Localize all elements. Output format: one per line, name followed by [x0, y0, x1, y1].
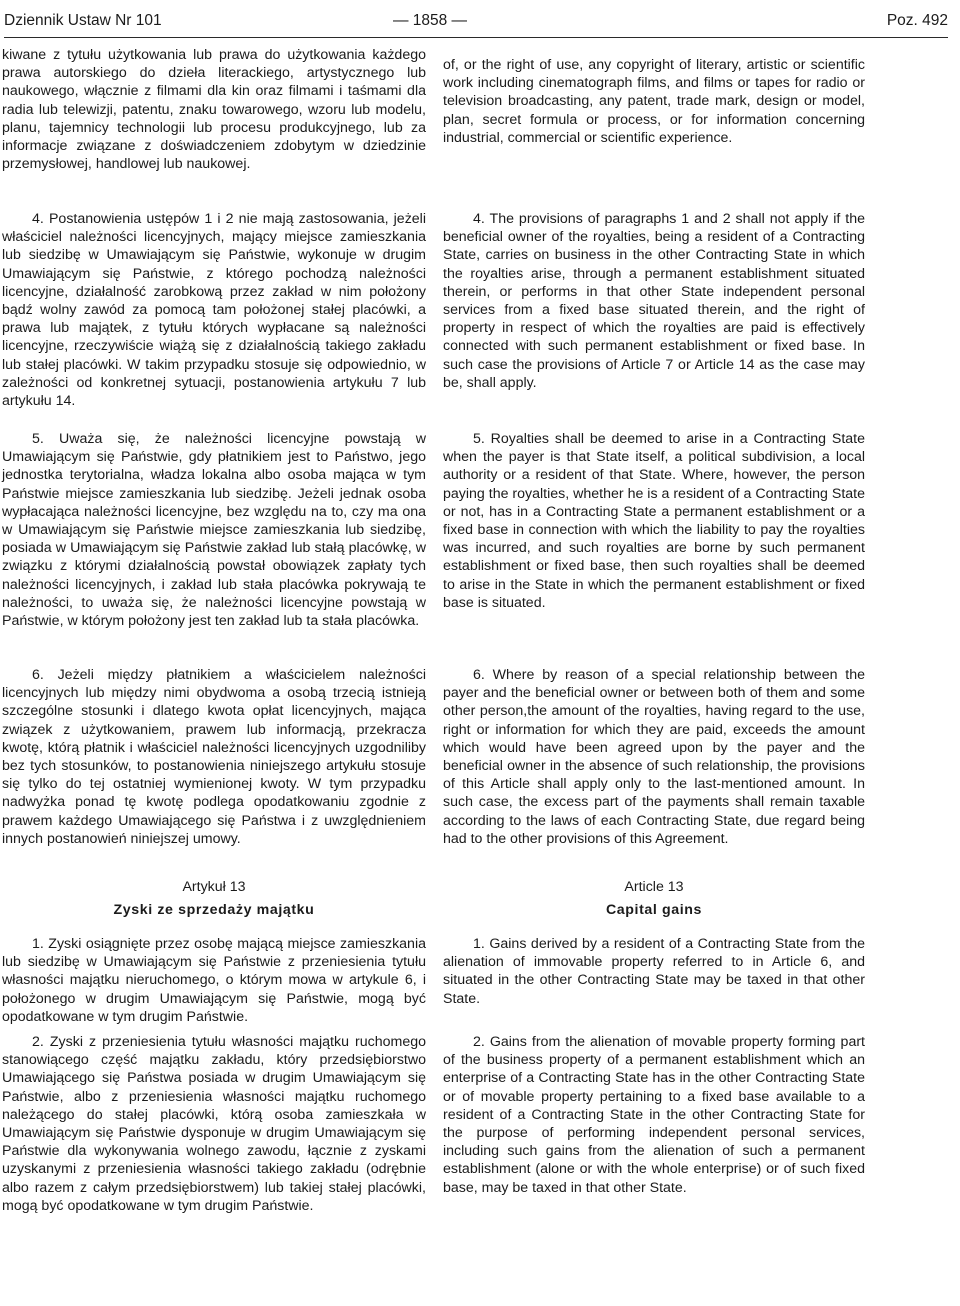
polish-article-paragraph-2: 2. Zyski z przeniesienia tytułu własności majątku ruchomego stanowiącego część majątku zakładu, który przedsiębiorstwo Umawiającego się Państwa posiada w drugim Umawiającym się Państwie, albo z przeniesienia własności majątku ruchomego należącego do stałej placówki, którą osoba zamieszkała w Umawiającym się Państwie dysponuje w drugim Umawiającym się Państwie dla wykonywania wolnego zawodu, łącznie z zyskami uzyskanymi z przeniesienia własności takiego zakładu (odrębnie albo razem z całym przedsiębiorstwem) lub takiej stałej placówki, mogą być opodatkowane w tym drugim Państwie. [2, 1034, 426, 1214]
journal-title: Dziennik Ustaw Nr 101 [4, 12, 162, 29]
polish-article-number: Artykuł 13 [182, 879, 246, 895]
english-article-paragraph-2: 2. Gains from the alienation of movable property forming part of the business property of a permanent establishment which an enterprise of a Contracting State has in the other Contracting State or of movable property pertaining to a fixed base available to a resident of a Contracting State in the other Contracting State for the purpose of performing independent personal services, including such gains from the alienation of such a permanent establishment (alone or with the whole enterprise) or of such fixed base, may be taxed in that other State. [443, 1034, 865, 1196]
english-paragraph-5: 5. Royalties shall be deemed to arise in a Contracting State when the payer is that State itself, a political subdivision, a local authority or a resident of that State. Where, however, the person paying the royalties, whether he is a resident of a Contracting State or not, has in a Contracting State a permanent establishment or a fixed base in connection with which the liability to pay the royalties was incurred, and such royalties are borne by such permanent establishment or fixed base, then such royalties shall be deemed to arise in the State in which the permanent establishment or fixed base is situated. [443, 431, 865, 611]
english-paragraph-6: 6. Where by reason of a special relationship between the payer and the beneficial owner or between both of them and some other person,the amount of the royalties, having regard to the use, right or information for which they are paid, exceeds the amount which would have been agreed upon by the payer and the beneficial owner in the absence of such relationship, the provisions of this Article shall apply only to the last-mentioned amount. In such case, the excess part of the payments shall remain taxable according to the laws of each Contracting State, due regard being had to the other provisions of this Agreement. [443, 667, 865, 847]
page-number: — 1858 — [392, 12, 468, 29]
polish-paragraph-continued: kiwane z tytułu użytkowania lub prawa do użytkowania każdego prawa autorskiego do dzieła literackiego, artystycznego lub naukowego, włącznie z filmami dla kin oraz filmami i taśmami dla radia lub telewizji, patentu, znaku towarowego, wzoru lub modelu, planu, tajemnicy technologii lub procesu produkcyjnego, lub za informacje związane z doświadczeniem zdobytym w dziedzinie przemysłowej, handlowej lub naukowej. [2, 47, 426, 173]
polish-article-paragraph-1: 1. Zyski osiągnięte przez osobę mającą miejsce zamieszkania lub siedzibę w Umawiającym się Państwie z przeniesienia tytułu własności majątku nieruchomego, o którym mowa w artykule 6, i położonego w drugim Umawiającym się Państwie, mogą być opodatkowane w tym drugim Państwie. [2, 936, 426, 1025]
english-paragraph-continued: of, or the right of use, any copyright of literary, artistic or scientific work including cinematograph films, and films or tapes for radio or television broadcasting, any patent, trade mark, design or model, plan, secret formula or process, or for information concerning industrial, commercial or scientific experience. [443, 57, 865, 146]
position-number: Poz. 492 [886, 12, 948, 29]
polish-paragraph-6: 6. Jeżeli między płatnikiem a właścicielem należności licencyjnych lub między nimi obydwoma a osobą trzecią istnieją szczególne stosunki i dlatego kwota opłat licencyjnych, mająca związek z użytkowaniem, prawem lub informacją, przekracza kwotę, którą płatnik i właściciel należności licencyjnych uzgodniliby bez tych stosunków, to postanowienia niniejszego artykułu stosuje się tylko do tej ostatniej wymienionej kwoty. W tym przypadku nadwyżka ponad tę kwotę podlega opodatkowaniu zgodnie z prawem każdego Umawiającego się Państwa i z uwzględnieniem innych postanowień niniejszej umowy. [2, 667, 426, 847]
header-rule [4, 37, 948, 38]
polish-paragraph-5: 5. Uważa się, że należności licencyjne powstają w Umawiającym się Państwie, gdy płatnikiem jest to Państwo, jego jednostka terytorialna, władza lokalna albo osoba mająca w tym Państwie miejsce zamieszkania lub siedzibę. Jeżeli jednak osoba wypłacająca należności licencyjne, bez względu na to, czy ma ona w Umawiającym się Państwie miejsce zamieszkania lub siedzibę, posiada w Umawiającym się Państwie zakład lub stałą placówkę, w związku z którymi działalnością powstał obowiązek zapłaty tych należności licencyjnych, i zakład lub stała placówka pokrywają te należności, to uważa się, że należności licencyjne powstają w Państwie, w którym położony jest ten zakład lub ta stała placówka. [2, 431, 426, 630]
polish-article-title: Zyski ze sprzedaży majątku [113, 902, 315, 918]
english-article-number: Article 13 [624, 879, 684, 895]
english-paragraph-4: 4. The provisions of paragraphs 1 and 2 shall not apply if the beneficial owner of the royalties, being a resident of a Contracting State, carries on business in the other Contracting State in which the royalties arise, through a permanent establishment situated therein, or performs in that other State independent personal services from a fixed base situated therein, and the right of property in respect of which the royalties are paid is effectively connected with such permanent establishment or fixed base. In such case the provisions of Article 7 or Article 14 as the case may be, shall apply. [443, 211, 865, 391]
english-article-title: Capital gains [605, 902, 703, 918]
polish-paragraph-4: 4. Postanowienia ustępów 1 i 2 nie mają zastosowania, jeżeli właściciel należności licencyjnych, mający miejsce zamieszkania lub siedzibę w Umawiającym się Państwie, wykonuje w drugim Umawiającym się Państwie, z którego pochodzą należności licencyjne, działalność zarobkową przez zakład w nim położony bądź wolny zawód za pomocą tam położonej stałej placówki, a prawa lub majątek, z tytułu których wypłacane są należności licencyjne, rzeczywiście wiążą się z działalnością takiego zakładu lub stałej placówki. W takim przypadku stosuje się odpowiednio, w zależności od konkretnej sytuacji, postanowienia artykułu 7 lub artykułu 14. [2, 211, 426, 410]
english-article-paragraph-1: 1. Gains derived by a resident of a Contracting State from the alienation of immovable property referred to in Article 6, and situated in the other Contracting State may be taxed in that other State. [443, 936, 865, 1007]
